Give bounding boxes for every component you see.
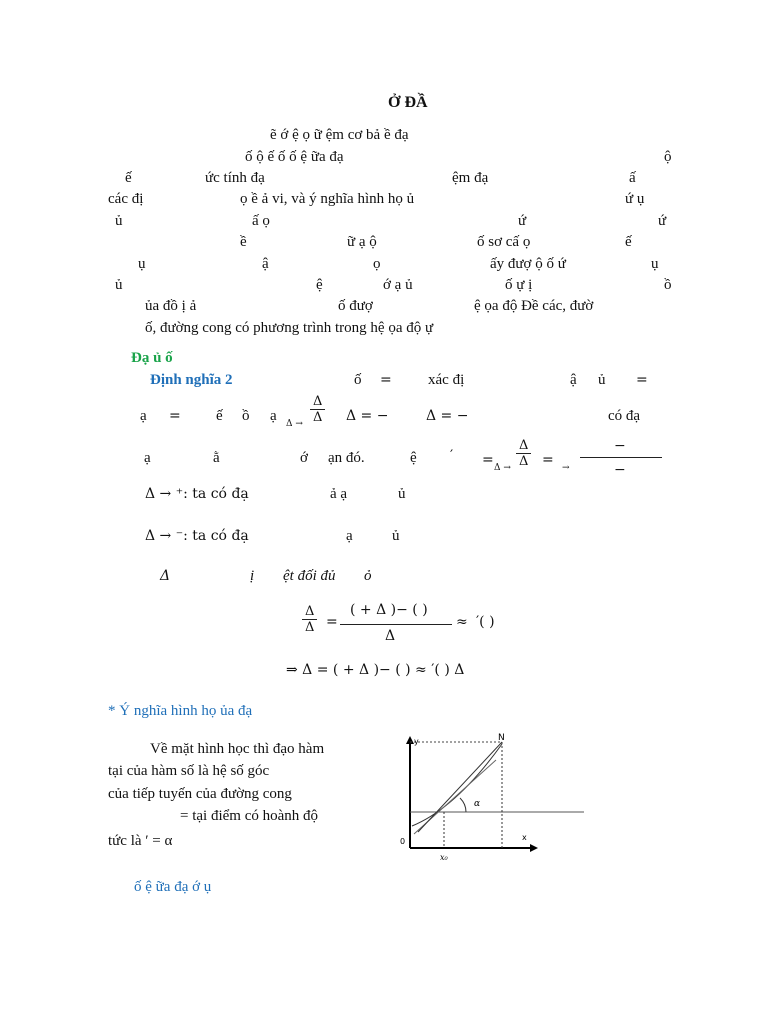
intro-line: ứ <box>658 213 667 229</box>
fraction-numerator: Δ <box>310 394 325 410</box>
approx-formula-2: ⇒ Δ = ( + Δ )− ( ) ≈ ′( ) Δ <box>286 662 465 678</box>
approx-fraction <box>302 604 317 635</box>
intro-line: ệ <box>316 277 323 293</box>
intro-line: ọ <box>373 256 381 272</box>
section-heading-relation: ố ệ ữa đạ ớ ụ <box>134 879 212 895</box>
section-heading-geometric: * Ý nghĩa hình họ ủa đạ <box>108 703 253 719</box>
def-equals: = <box>636 372 648 388</box>
bigfrac-denominator: − <box>614 462 626 478</box>
alpha-label: α <box>474 799 481 809</box>
approx-rhs: ′( ) <box>476 614 495 630</box>
intro-line: ủ <box>115 213 123 229</box>
limit-subscript: → <box>562 463 570 473</box>
line3-text: ạ <box>144 450 151 466</box>
intro-line: ế <box>625 234 632 250</box>
delta-fraction <box>310 394 325 425</box>
def-text: xác đị <box>428 372 465 388</box>
limit-subscript: Δ → <box>494 463 511 473</box>
intro-line: các đị <box>108 191 144 207</box>
fraction-denominator: Δ <box>519 454 529 469</box>
approx-equals: = <box>326 614 338 630</box>
fraction-bar <box>340 624 452 625</box>
approx-symbol: ≈ <box>456 614 468 630</box>
n-label: N <box>498 733 505 743</box>
geom-line: tại của hàm số là hệ số góc <box>108 763 270 779</box>
approx-numerator: ( + Δ )− ( ) <box>350 602 428 618</box>
intro-line: ủa đồ ị ả <box>145 298 197 314</box>
x0-label: x₀ <box>440 853 448 862</box>
x-axis-arrow-icon <box>530 844 538 852</box>
delta-fraction <box>516 438 531 469</box>
def-equals: = <box>380 372 392 388</box>
def-text: ủ <box>598 372 606 388</box>
intro-line: ồ <box>664 277 672 293</box>
definition-label: Định nghĩa 2 <box>150 372 233 388</box>
geom-line: = tại điểm có hoành độ <box>180 808 319 824</box>
delta-y-def: Δ = − <box>426 408 469 424</box>
y-axis-arrow-icon <box>406 736 414 744</box>
intro-line: ề <box>240 234 247 250</box>
def-text: ố <box>354 372 362 388</box>
intro-line: ức tính đạ <box>205 170 265 186</box>
line2-text: ạ <box>270 408 277 424</box>
intro-line: ệ ọa độ Đề các, đườ <box>474 298 594 314</box>
fraction-denominator: Δ <box>313 410 323 425</box>
tangent-graph <box>396 730 588 866</box>
geom-line: tức là ′ = α <box>108 833 173 849</box>
x-label: x <box>522 833 527 842</box>
note-text: ỏ <box>364 568 372 584</box>
line2-text: ồ <box>242 408 250 424</box>
intro-line: ọ ề ả vi, và ý nghĩa hình họ ủ <box>240 191 415 207</box>
line2-text: ạ <box>140 408 147 424</box>
line2-text: có đạ <box>608 408 641 424</box>
right-derivative-text: ả ạ <box>330 486 348 502</box>
intro-line: ấy đượ ộ ố ứ <box>490 256 566 272</box>
right-derivative-line: Δ → ⁺: ta có đạ <box>145 486 249 502</box>
def-text: ậ <box>570 372 577 388</box>
approx-denominator: Δ <box>385 628 396 644</box>
intro-line: ứ <box>518 213 527 229</box>
intro-line: ủ <box>115 277 123 293</box>
fraction-numerator: Δ <box>302 604 317 620</box>
fraction-bar <box>580 457 662 458</box>
intro-line: ẽ ớ ệ ọ ữ ệm cơ bả ề đạ <box>270 127 409 143</box>
intro-line: ố sơ cấ ọ <box>477 234 531 250</box>
intro-line: ậ <box>262 256 269 272</box>
intro-line: ế <box>125 170 132 186</box>
intro-line: ộ <box>664 149 672 165</box>
intro-line: ố, đường cong có phương trình trong hệ ọa độ ự <box>145 320 434 336</box>
intro-line: ố ự ị <box>505 277 533 293</box>
geom-line: Về mặt hình học thì đạo hàm <box>150 741 325 757</box>
geom-line: của tiếp tuyến của đường cong <box>108 786 292 802</box>
fraction-numerator: Δ <box>516 438 531 454</box>
line3-text: ệ <box>410 450 417 466</box>
intro-line: ụ <box>138 256 146 272</box>
intro-line: ố đượ <box>338 298 373 314</box>
intro-line: ấ <box>629 170 636 186</box>
y-label: y <box>414 737 419 746</box>
page-title: Ở ĐẦ <box>388 94 428 111</box>
line3-text: ớ <box>300 450 308 466</box>
prime-mark: ′ <box>450 448 454 464</box>
fraction-denominator: Δ <box>305 620 315 635</box>
intro-line: ệm đạ <box>452 170 489 186</box>
line3-equals: = <box>542 452 554 468</box>
left-derivative-line: Δ → ⁻: ta có đạ <box>145 528 249 544</box>
intro-line: ứ ụ <box>625 191 645 207</box>
bigfrac-numerator: − <box>614 438 626 454</box>
intro-line: ấ ọ <box>252 213 270 229</box>
line3-equals: = <box>482 452 494 468</box>
left-derivative-text: ủ <box>392 528 400 544</box>
section-heading-derivative: Đạ ủ ố <box>131 350 173 366</box>
line3-text: ạn đó. <box>328 450 365 466</box>
line2-equals: = <box>169 408 181 424</box>
line3-text: ằ <box>213 450 220 466</box>
intro-line: ớ ạ ủ <box>383 277 413 293</box>
secant-line <box>418 742 502 832</box>
intro-line: ụ <box>651 256 659 272</box>
delta-x-def: Δ = − <box>346 408 389 424</box>
origin-label: 0 <box>400 837 406 846</box>
intro-line: ữ ạ ộ <box>347 234 377 250</box>
note-text: ị <box>250 568 255 584</box>
left-derivative-text: ạ <box>346 528 353 544</box>
line2-text: ế <box>216 408 223 424</box>
limit-subscript: Δ → <box>286 419 303 429</box>
angle-arc <box>460 798 466 812</box>
note-delta: Δ <box>160 568 171 584</box>
intro-line: ố ộ ế ố ố ệ ữa đạ <box>245 149 344 165</box>
note-text: ệt đối đủ <box>283 568 336 584</box>
right-derivative-text: ủ <box>398 486 406 502</box>
